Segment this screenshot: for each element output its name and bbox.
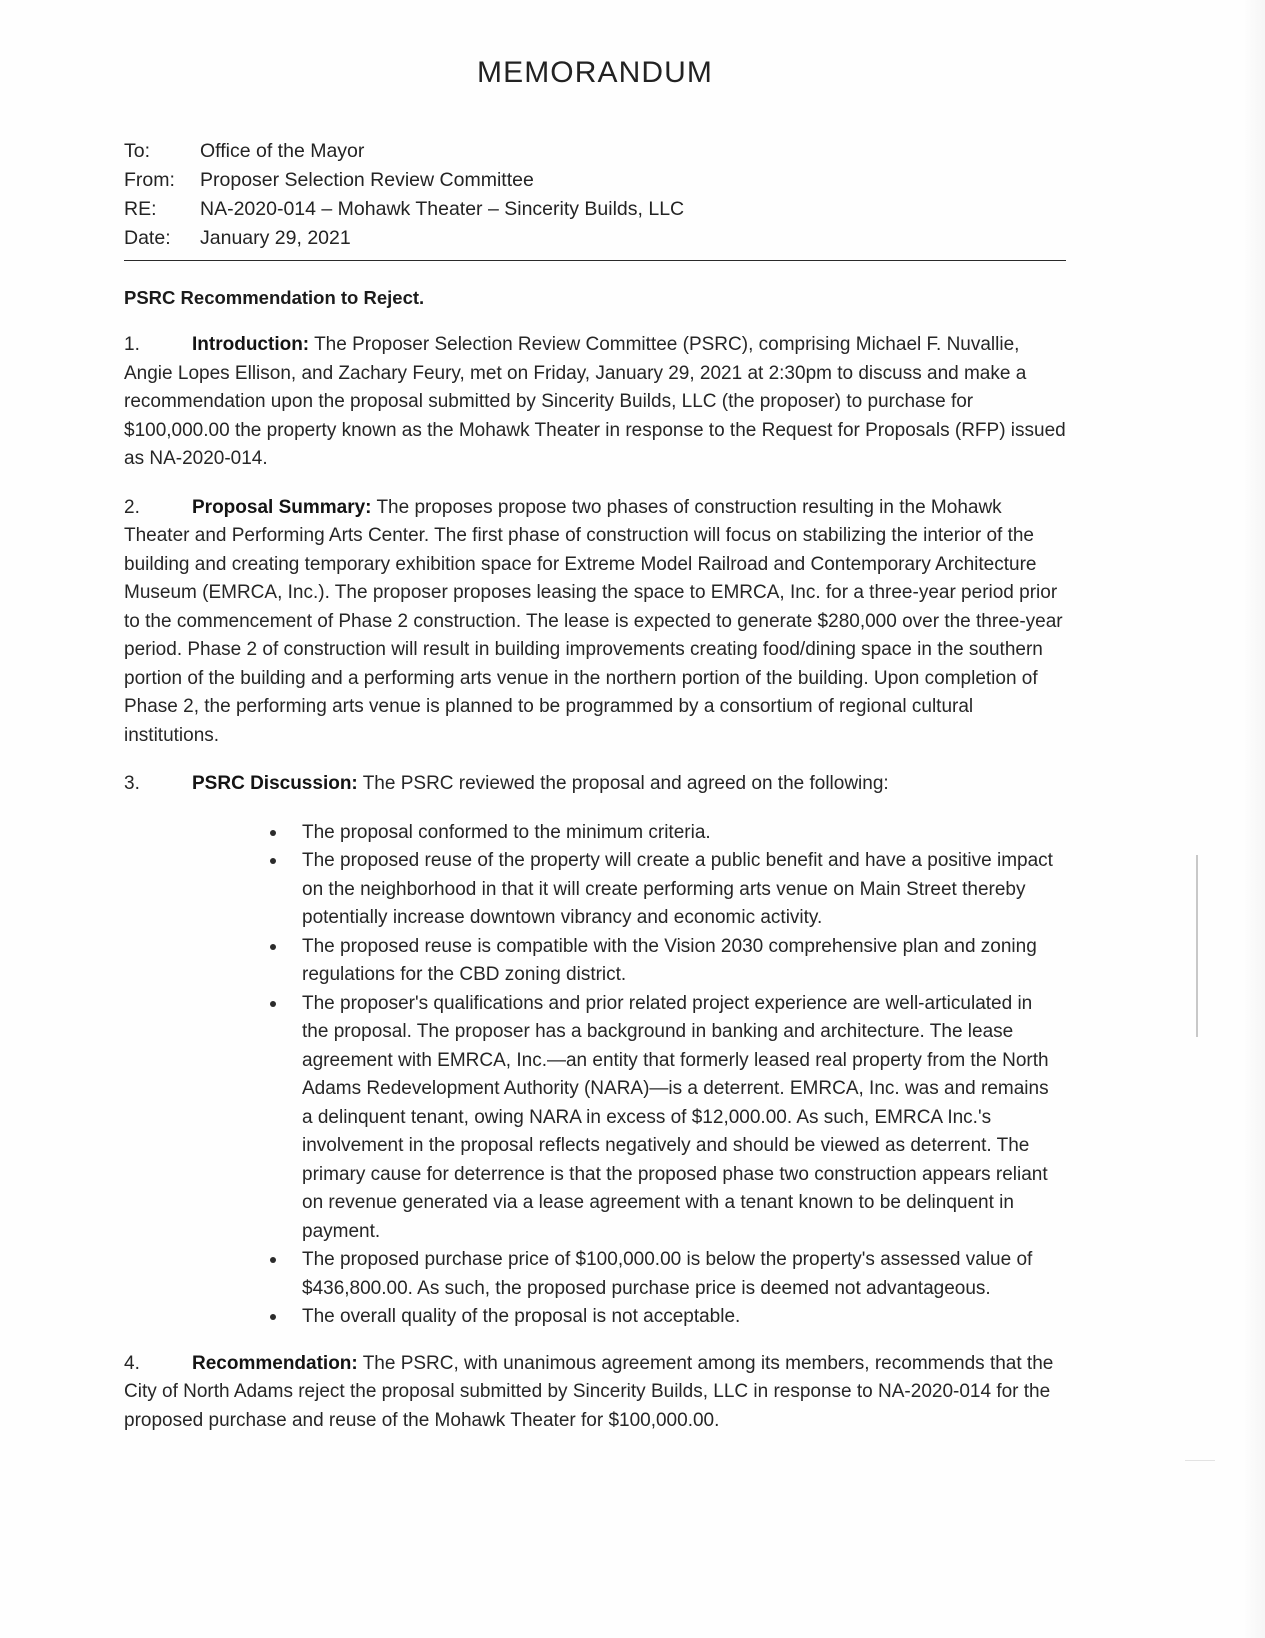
memo-value-from: Proposer Selection Review Committee [200,169,534,191]
memo-header-row-re [124,196,1066,225]
header-divider [124,260,1066,261]
scan-artifact-line [1196,855,1198,1037]
scan-edge-shading [1243,0,1265,1638]
section-lead-1: Introduction: [192,334,310,355]
bullet-dot-icon [270,830,276,836]
list-item [270,990,1062,1247]
list-item [270,1246,1062,1303]
section-number-2: 2. [124,496,140,518]
discussion-bullet-list [124,819,1066,1332]
memo-value-date: January 29, 2021 [200,227,351,249]
bullet-dot-icon [270,1001,276,1007]
list-item [270,819,1062,848]
memo-label-re: RE: [124,198,157,220]
memo-label-to: To: [124,140,151,162]
bullet-dot-icon [270,858,276,864]
section-recommendation [124,1350,1066,1436]
list-item [270,933,1062,990]
list-item-text: The overall quality of the proposal is not acceptable. [302,1306,741,1327]
memo-header-row-to [124,138,1066,167]
list-item-text: The proposal conformed to the minimum criteria. [302,821,711,843]
bullet-dot-icon [270,1257,276,1263]
memo-value-to: Office of the Mayor [200,140,365,162]
section-number-3: 3. [124,773,140,794]
section-body-2: The proposes propose two phases of construction resulting in the Mohawk Theater and Performing Arts Center. The first phase of construction will focus on stabilizing the interior of the building and creating temporary exhibition space for Extreme Model Railroad and Contemporary Architecture Museum (EMRCA, Inc.). The proposer proposes leasing the space to EMRCA, Inc. for a three-year period prior to the commencement of Phase 2 construction. The lease is expected to generate $280,000 over the three-year period. Phase 2 of construction will result in building improvements creating food/dining space in the southern portion of the building and a performing arts venue in the northern portion of the building. Upon completion of Phase 2, the performing arts venue is planned to be programmed by a consortium of regional cultural institutions. [124,496,1063,746]
section-body-1: The Proposer Selection Review Committee (PSRC), comprising Michael F. Nuvallie, Angie Lopes Ellison, and Zachary Feury, met on Friday, January 29, 2021 at 2:30pm to discuss and make a recommendation upon the proposal submitted by Sincerity Builds, LLC (the proposer) to purchase for $100,000.00 the property known as the Mohawk Theater in response to the Request for Proposals (RFP) issued as NA-2020-014. [124,334,1066,469]
memo-header-row-date [124,225,1066,254]
document-body [124,56,1066,1455]
list-item-text: The proposed purchase price of $100,000.00 is below the property's assessed value of $436,800.00. As such, the proposed purchase price is deemed not advantageous. [302,1249,1033,1299]
list-item-text: The proposer's qualifications and prior related project experience are well-articulated in the proposal. The proposer has a background in banking and architecture. The lease agreement with EMRCA, Inc.—an entity that formerly leased real property from the North Adams Redevelopment Authority (NARA)—is a deterrent. EMRCA, Inc. was and remains a delinquent tenant, owing NARA in excess of $12,000.00. As such, EMRCA Inc.'s involvement in the proposal reflects negatively and should be viewed as deterrent. The primary cause for deterrence is that the proposed phase two construction appears reliant on revenue generated via a lease agreement with a tenant known to be delinquent in payment. [302,992,1049,1242]
memo-label-date: Date: [124,227,171,249]
page-title: MEMORANDUM [477,56,713,89]
memo-label-from: From: [124,169,175,191]
section-lead-2: Proposal Summary: [192,496,372,518]
section-number-4: 4. [124,1352,140,1374]
scan-artifact-mark [1185,1460,1215,1461]
memo-header-table [124,138,1066,254]
memo-value-re: NA-2020-014 – Mohawk Theater – Sincerity Builds, LLC [200,198,685,220]
section-number-1: 1. [124,334,140,355]
list-item-text: The proposed reuse of the property will create a public benefit and have a positive impact on the neighborhood in that it will create performing arts venue on Main Street thereby potentially increase downtown vibrancy and economic activity. [302,850,1053,928]
memo-header-row-from [124,167,1066,196]
section-body-3: The PSRC reviewed the proposal and agreed on the following: [362,773,889,794]
section-lead-3: PSRC Discussion: [192,773,358,794]
bullet-dot-icon [270,944,276,950]
bullet-dot-icon [270,1314,276,1320]
list-item [270,847,1062,933]
section-proposal-summary [124,494,1066,751]
recommendation-heading: PSRC Recommendation to Reject. [124,287,425,308]
section-lead-4: Recommendation: [192,1352,358,1374]
section-introduction [124,331,1066,474]
section-body-4: The PSRC, with unanimous agreement among its members, recommends that the City of North Adams reject the proposal submitted by Sincerity Builds, LLC in response to NA-2020-014 for the proposed purchase and reuse of the Mohawk Theater for $100,000.00. [124,1352,1054,1431]
list-item [270,1303,1062,1332]
list-item-text: The proposed reuse is compatible with the Vision 2030 comprehensive plan and zoning regulations for the CBD zoning district. [302,935,1037,985]
section-psrc-discussion [124,770,1066,799]
